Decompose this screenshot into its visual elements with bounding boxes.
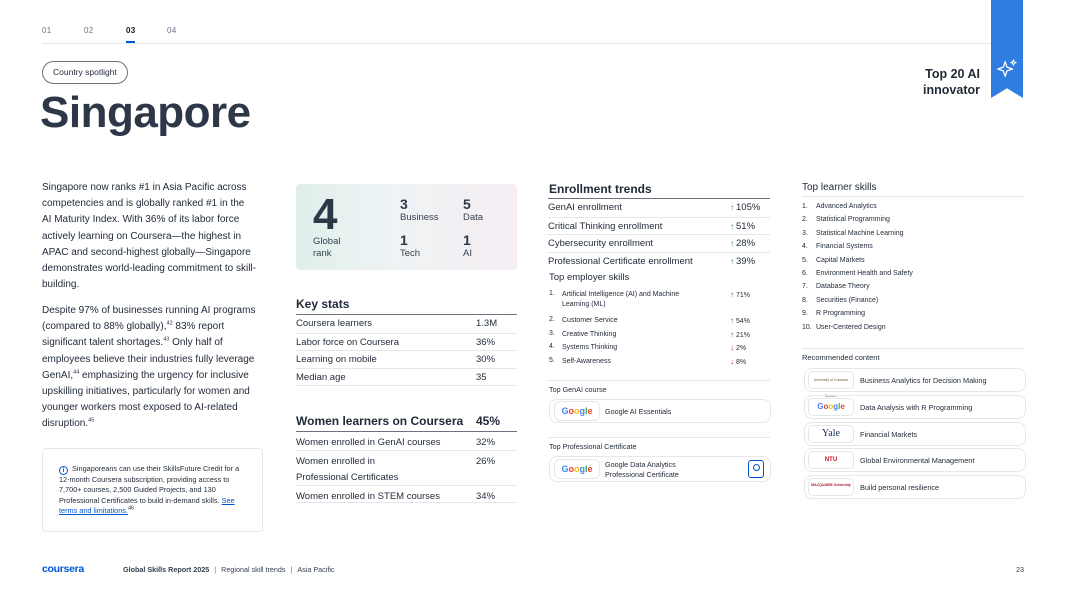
google-logo: Google <box>554 459 600 479</box>
prof-cert-label: Top Professional Certificate <box>549 442 637 451</box>
recommended-item[interactable]: Yale Financial Markets <box>804 422 1026 446</box>
recommended-title: Recommended content <box>802 353 880 362</box>
divider <box>802 348 1024 349</box>
learner-skills-title: Top learner skills <box>802 182 877 193</box>
list-item: 5. Capital Markets <box>802 256 865 264</box>
ntu-logo: NTU <box>808 451 854 469</box>
learner-skills-list <box>802 196 1024 337</box>
list-item: 3. Statistical Machine Learning <box>802 229 904 237</box>
enrollment-trends-title: Enrollment trends <box>549 182 652 196</box>
footer-breadcrumb: Global Skills Report 2025 | Regional skill trends | Asia Pacific <box>123 565 335 574</box>
arrow-up-icon: ↑ <box>730 257 734 267</box>
list-item: 1. Artificial Intelligence (AI) and Machine Learning (ML) ↑ 71% <box>549 290 751 308</box>
innovator-badge-text: Top 20 AI innovator <box>923 67 980 97</box>
recommended-item[interactable]: NTU Global Environmental Management <box>804 448 1026 472</box>
table-row: Professional Certificate enrollment ↑ 39% <box>548 252 770 270</box>
page-number: 23 <box>1016 565 1024 574</box>
data-rank: 5 Data <box>463 196 484 223</box>
global-rank-label: Global rank <box>313 236 341 259</box>
divider <box>548 437 770 438</box>
employer-skills-list <box>549 290 771 370</box>
list-item: 4. Systems Thinking ↓ 2% <box>549 343 747 352</box>
table-row: GenAI enrollment ↑ 105% <box>548 202 761 213</box>
sparkle-icon <box>996 58 1018 80</box>
tab-01[interactable]: 01 <box>42 26 52 35</box>
certificate-icon <box>748 460 764 478</box>
coursera-logo[interactable]: coursera <box>42 563 84 575</box>
arrow-up-icon: ↑ <box>730 239 734 249</box>
list-item: 3. Creative Thinking ↑ 21% <box>549 329 751 339</box>
list-item: 10. User-Centered Design <box>802 323 886 331</box>
list-item: 2. Customer Service ↑ 54% <box>549 316 751 325</box>
google-logo: Google <box>808 398 854 416</box>
intro-paragraph-1: Singapore now ranks #1 in Asia Pacific across competencies and is globally ranked #1 in the AI Maturity Index. With 36% of its labor force actively learning on Coursera—the highest in APAC and second-highest globally—Singapore demonstrates world-leading commitment to skill-building. <box>42 182 256 291</box>
country-spotlight-tag: Country spotlight <box>42 61 128 84</box>
arrow-up-icon: ↑ <box>730 316 734 325</box>
table-row: Learning on mobile 30% <box>296 350 517 368</box>
list-item: 5. Self-Awareness ↓ 8% <box>549 356 747 366</box>
recommended-item[interactable]: Google Data Analysis with R Programming <box>804 395 1026 419</box>
list-item: 4. Financial Systems <box>802 243 873 251</box>
table-row: Women enrolled in GenAI courses 32% <box>296 437 496 448</box>
list-item: 1. Advanced Analytics <box>802 203 877 210</box>
women-learners-table <box>296 431 517 503</box>
google-logo: Google <box>554 401 600 421</box>
yale-logo: Yale <box>808 425 854 443</box>
macquarie-logo: MACQUARIE University <box>808 478 854 496</box>
rank-card <box>296 184 517 270</box>
list-item: 6. Environment Health and Safety <box>802 269 913 277</box>
table-row: Critical Thinking enrollment ↑ 51% <box>548 217 770 235</box>
table-row: Coursera learners 1.3M <box>296 318 498 329</box>
table-row: Women enrolled in Professional Certificates 26% <box>296 450 517 485</box>
table-row: Women enrolled in STEM courses 34% <box>296 485 517 503</box>
tab-02[interactable]: 02 <box>84 26 94 35</box>
list-item: 7. Database Theory <box>802 283 870 291</box>
global-rank-value: 4 <box>313 190 338 239</box>
course-name: Google AI Essentials <box>605 407 672 416</box>
skillsfuture-note: i Singaporeans can use their SkillsFuture Credit for a 12-month Coursera subscription, providing access to 7,700+ courses, 2,500 Guided Projects, and 130 Professional Certificates to build in-demand skills. See terms and limitations.$^{46}$ <box>42 448 263 532</box>
arrow-up-icon: ↑ <box>730 221 734 231</box>
table-row: Median age 35 <box>296 368 517 386</box>
recommended-item[interactable]: MACQUARIE University Build personal resilience <box>804 475 1026 499</box>
key-stats-title: Key stats <box>296 297 350 311</box>
course-name: Google Data Analytics Professional Certificate <box>605 460 679 479</box>
table-row: Cybersecurity enrollment ↑ 28% <box>548 234 770 252</box>
list-item: 2. Statistical Programming <box>802 216 890 224</box>
arrow-up-icon: ↑ <box>730 203 734 212</box>
genai-course-card[interactable] <box>549 399 771 423</box>
list-item: 8. Securities (Finance) <box>802 296 879 304</box>
business-rank: 3 Business <box>400 196 439 223</box>
intro-paragraph-2: Despite 97% of businesses running AI programs (compared to 88% globally),$^{42}$ 83% report significant talent shortages.$^{43}$ Only half of employees believe their industries fully leverage GenAI,$^{44}$ emphasizing the urgency for inclusive upskilling initiatives, particularly for women and younger workers most exposed to AI-related disruption.$^{45}$ <box>42 305 256 430</box>
section-tabs <box>42 24 1022 44</box>
ai-rank: 1 AI <box>463 232 472 259</box>
enrollment-trends-table <box>548 198 770 270</box>
page-title: Singapore <box>40 88 251 137</box>
women-learners-value: 45% <box>476 414 501 428</box>
divider <box>548 380 770 381</box>
cu-boulder-logo: University of Colorado Boulder <box>808 371 854 389</box>
table-row: Labor force on Coursera 36% <box>296 333 517 351</box>
ribbon-badge <box>991 0 1023 98</box>
recommended-item[interactable]: University of Colorado Boulder Business Analytics for Decision Making <box>804 368 1026 392</box>
arrow-up-icon: ↑ <box>730 290 734 299</box>
terms-link[interactable]: See terms and limitations. <box>59 495 235 516</box>
genai-course-label: Top GenAI course <box>549 385 607 394</box>
info-icon: i <box>59 466 68 475</box>
women-learners-title: Women learners on Coursera <box>296 414 464 428</box>
employer-skills-title: Top employer skills <box>549 272 630 283</box>
list-item: 9. R Programming <box>802 310 866 318</box>
arrow-down-icon: ↓ <box>730 356 734 366</box>
arrow-down-icon: ↓ <box>730 343 734 352</box>
prof-cert-card[interactable] <box>549 456 771 482</box>
tech-rank: 1 Tech <box>400 232 421 259</box>
arrow-up-icon: ↑ <box>730 329 734 339</box>
tab-04[interactable]: 04 <box>167 26 177 35</box>
key-stats-table <box>296 314 517 386</box>
tab-03[interactable]: 03 <box>126 26 136 35</box>
